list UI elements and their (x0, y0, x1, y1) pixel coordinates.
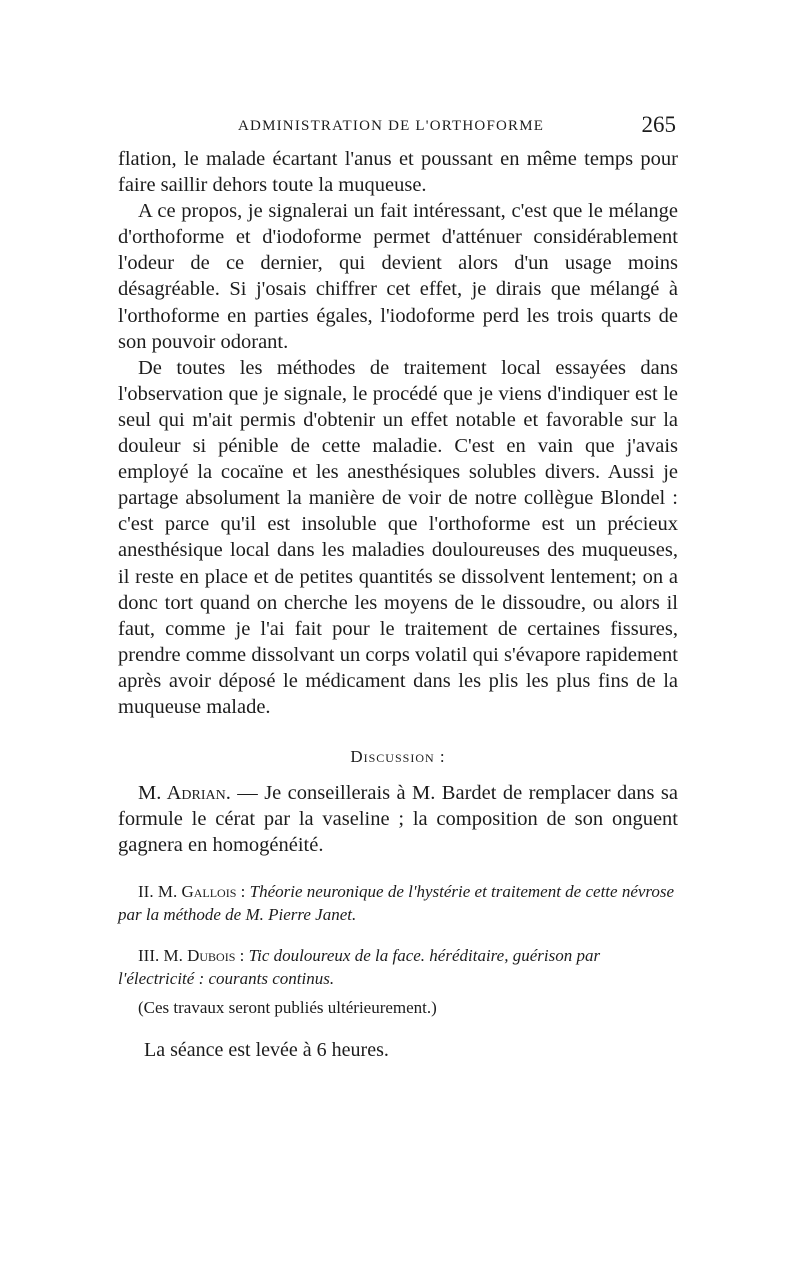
communication-item-3 (118, 944, 678, 990)
communication-item-2 (118, 880, 678, 926)
discussion-text: Je conseillerais à M. Bardet de remplacer dans sa formule le cérat par la vaseline ; la composition de son onguent gagnera en homogénéité. (118, 782, 679, 857)
item-separator: : (235, 946, 249, 966)
paragraph-iodoforme: A ce propos, je signalerai un fait intéressant, c'est que le mélange d'orthoforme et d'iodoforme permet d'atténuer considérablement l'odeur de ce dernier, qui devient alors d'un usage moins désagréable. Si j'osais chiffrer cet effet, je dirais que mélangé à l'orthoforme en parties égales, l'iodoforme perd les trois quarts de son pouvoir odorant. (118, 200, 678, 353)
item-author: Gallois (181, 882, 237, 902)
discussion-paragraph (118, 780, 678, 858)
item-title: Théorie neuronique de l'hystérie et traitement de cette névrose par la méthode de M. Pierre Janet. (118, 882, 675, 925)
speaker-name: M. Adrian. (138, 782, 231, 805)
item-author: Dubois (187, 946, 236, 966)
item-number: III. M. (138, 946, 188, 966)
page-number: 265 (641, 112, 676, 137)
closing-line: La séance est levée à 6 heures. (144, 1039, 389, 1062)
item-title: Tic douloureux de la face. héréditaire, guérison par l'électricité : courants continus. (118, 946, 601, 989)
paragraph-continuation: flation, le malade écartant l'anus et poussant en même temps pour faire saillir dehors toute la muqueuse. (118, 148, 678, 197)
running-title: ADMINISTRATION DE L'ORTHOFORME (238, 118, 545, 134)
speaker-dash: — (230, 782, 265, 805)
item-separator: : (236, 882, 250, 902)
paragraph-methodes: De toutes les méthodes de traitement local essayées dans l'observation que je signale, le procédé que je viens d'indiquer est le seul qui m'ait permis d'obtenir un effet notable et favorable sur la douleur si pénible de cette maladie. C'est en vain que j'avais employé la cocaïne et les anesthésiques solubles divers. Aussi je partage absolument la manière de voir de notre collègue Blondel : c'est parce qu'il est insoluble que l'orthoforme est un précieux anesthésique local dans les maladies douloureuses des muqueuses, il reste en place et de petites quantités se dissolvent lentement; on a donc tort quand on cherche les moyens de le dissoudre, ou alors il faut, comme je l'ai fait pour le traitement de certaines fissures, prendre comme dissolvant un corps volatil qui s'évapore rapidement après avoir déposé le médicament dans les plis les plus fins de la muqueuse malade. (118, 356, 678, 718)
discussion-title: Discussion : (350, 747, 446, 767)
page (118, 112, 678, 1063)
publication-note: (Ces travaux seront publiés ultérieurement.) (138, 998, 437, 1018)
item-number: II. M. (138, 882, 182, 902)
page-header (118, 112, 678, 146)
